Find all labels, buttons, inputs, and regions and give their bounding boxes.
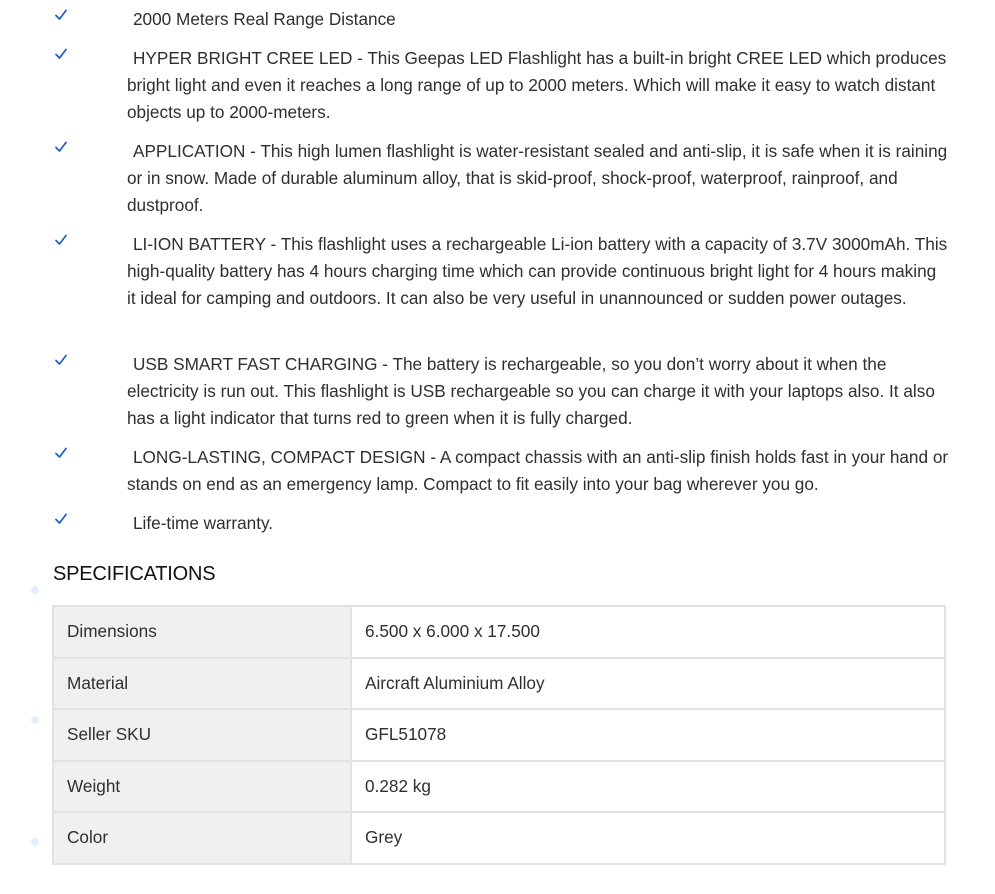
feature-text: USB SMART FAST CHARGING - The battery is rechargeable, so you don’t worry about it when the electricity is run out. This flashlight is USB rechargeable so you can charge it with your laptops also. It also has a light indicator that turns red to green when it is fully charged. [127, 354, 935, 428]
check-icon [53, 7, 69, 23]
table-row [53, 761, 945, 813]
spec-value: 6.500 x 6.000 x 17.500 [351, 606, 945, 658]
check-icon [53, 46, 69, 62]
spec-label: Dimensions [53, 606, 351, 658]
table-row [53, 658, 945, 710]
table-row [53, 812, 945, 864]
feature-text: 2000 Meters Real Range Distance [133, 9, 396, 29]
feature-text: APPLICATION - This high lumen flashlight is water-resistant sealed and anti-slip, it is safe when it is raining or in snow. Made of durable aluminum alloy, that is skid-proof, shock-proof, waterproof, rainproof, and dustproof. [127, 141, 948, 215]
check-icon [53, 139, 69, 155]
feature-text: LONG-LASTING, COMPACT DESIGN - A compact chassis with an anti-slip finish holds fast in your hand or stands on end as an emergency lamp. Compact to fit easily into your bag wherever you go. [127, 447, 949, 494]
check-icon [53, 352, 69, 368]
spec-value: GFL51078 [351, 709, 945, 761]
spec-label: Color [53, 812, 351, 864]
spec-label: Weight [53, 761, 351, 813]
decorative-dot [31, 716, 39, 724]
feature-text: LI-ION BATTERY - This flashlight uses a rechargeable Li-ion battery with a capacity of 3.7V 3000mAh. This high-quality battery has 4 hours charging time which can provide continuous bright light for 4 hours making it ideal for camping and outdoors. It can also be very useful in unannounced or sudden power outages. [127, 234, 948, 308]
spec-value: Aircraft Aluminium Alloy [351, 658, 945, 710]
feature-text: Life-time warranty. [133, 513, 274, 533]
check-icon [53, 511, 69, 527]
feature-text: HYPER BRIGHT CREE LED - This Geepas LED Flashlight has a built-in bright CREE LED which produces bright light and even it reaches a long range of up to 2000 meters. Which will make it easy to watch distant objects up to 2000-meters. [127, 48, 947, 122]
spec-value: 0.282 kg [351, 761, 945, 813]
spec-label: Seller SKU [53, 709, 351, 761]
table-row [53, 709, 945, 761]
decorative-dot [31, 586, 39, 594]
table-row [53, 606, 945, 658]
spec-label: Material [53, 658, 351, 710]
check-icon [53, 445, 69, 461]
specifications-table [52, 605, 946, 865]
check-icon [53, 232, 69, 248]
decorative-dot [31, 838, 39, 846]
specifications-heading: SPECIFICATIONS [53, 563, 216, 585]
spec-value: Grey [351, 812, 945, 864]
